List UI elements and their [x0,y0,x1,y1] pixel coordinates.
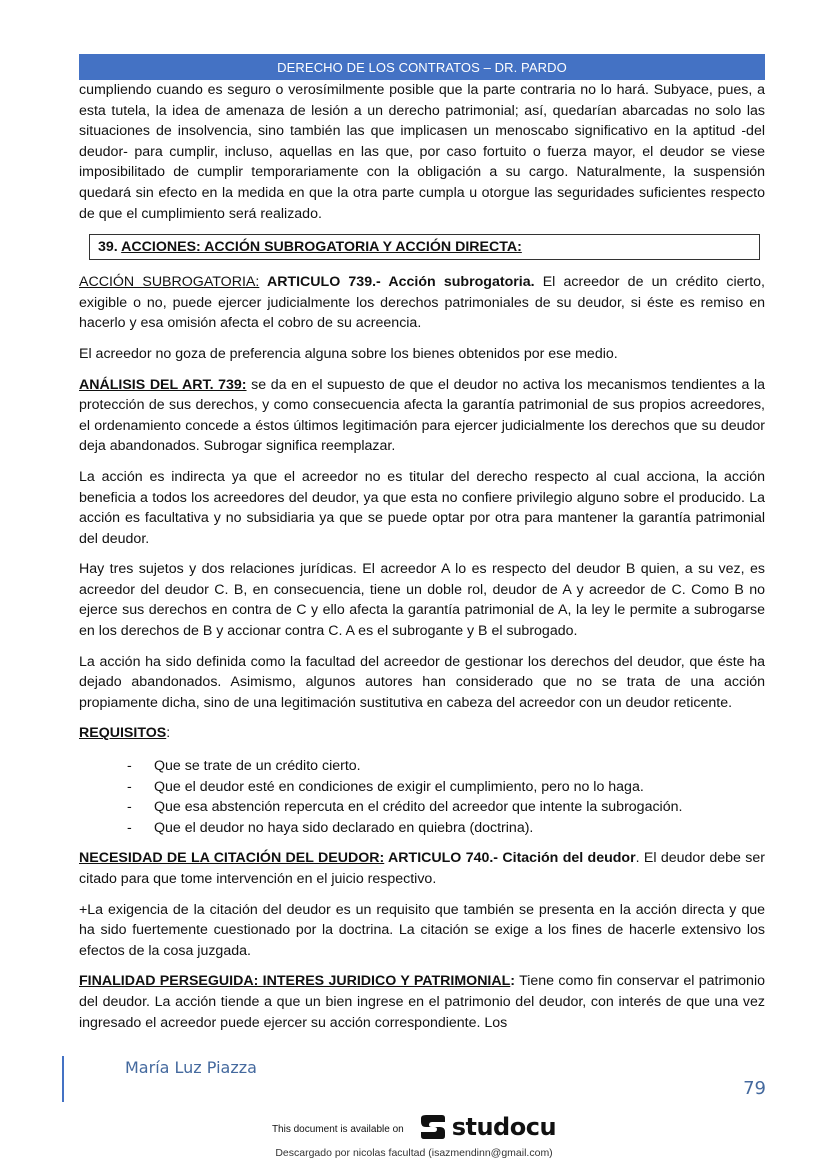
dash-bullet-icon: - [127,758,132,775]
analisis-paragraph [79,375,765,457]
citacion-paragraph [79,848,765,889]
dash-bullet-icon: - [127,778,132,795]
section-number: 39. [98,239,122,256]
requisitos-colon: : [166,725,171,742]
studocu-banner[interactable] [0,1110,828,1144]
list-item-text: Que el deudor no haya sido declarado en quiebra (doctrina). [154,819,534,836]
page-content [79,80,765,1043]
article-739-text: El acreedor de un crédito cierto, exigible o no, puede ejercer judicialmente los derechos patrimoniales de su deudor, si éste es remiso en hacerlo y esa omisión afecta el cobro de su acreencia. [79,274,765,332]
finalidad-label: FINALIDAD PERSEGUIDA: INTERES JURIDICO Y PATRIMONIAL [79,973,511,990]
finalidad-colon: : [510,973,516,990]
article-740-text: . El deudor debe ser citado para que tome intervención en el juicio respectivo. [79,850,765,887]
paragraph: La acción ha sido definida como la facultad del acreedor de gestionar los derechos del deudor, que éste ha dejado abandonados. Asimismo, algunos autores han considerado que no se trata de una acción propiamente dicha, sino de una legitimación sustitutiva en cabeza del acreedor con un deudor reticente. [79,653,765,711]
list-item-text: Que se trate de un crédito cierto. [154,758,361,775]
finalidad-paragraph [79,971,765,1033]
requisitos-label: REQUISITOS [79,725,167,742]
list-item-text: Que el deudor esté en condiciones de exigir el cumplimiento, pero no lo haga. [154,778,644,795]
studocu-logo[interactable] [418,1112,556,1142]
studocu-logo-text: studocu [451,1113,557,1141]
running-header [79,54,765,80]
accion-subrogatoria-label: ACCIÓN SUBROGATORIA: [79,274,260,291]
page-number: 79 [743,1078,766,1099]
downloaded-by-text: Descargado por nicolas facultad (isazmendinn@gmail.com) [275,1147,553,1159]
dash-bullet-icon: - [127,819,132,836]
paragraph: La acción es indirecta ya que el acreedor no es titular del derecho respecto al cual acciona, la acción beneficia a todos los acreedores del deudor, ya que esta no confiere privilegio alguno sobre el producido. La acción es facultativa y no subsidiaria ya que se puede optar por otra para mantener la garantía patrimonial del deudor. [79,468,765,547]
section-heading [89,234,760,260]
list-item-text: Que esa abstención repercuta en el crédito del acreedor que intente la subrogación. [154,799,683,816]
footer-margin-line [62,1056,64,1102]
preferencia-paragraph: El acreedor no goza de preferencia alguna sobre los bienes obtenidos por ese medio. [79,345,618,362]
list-item [127,818,765,839]
dash-bullet-icon: - [127,799,132,816]
accion-subrogatoria-paragraph [79,272,765,334]
section-title: ACCIONES: ACCIÓN SUBROGATORIA Y ACCIÓN DIRECTA: [121,239,522,256]
paragraph: Hay tres sujetos y dos relaciones jurídicas. El acreedor A lo es respecto del deudor B quien, a su vez, es acreedor del deudor C. B, en consecuencia, tiene un doble rol, deudor de A y acreedor de C. Como B no ejerce sus derechos en contra de C y ello afecta la garantía patrimonial de A, la ley le permite a subrogarse en los derechos de B y accionar contra C. A es el subrogante y B el subrogado. [79,561,765,640]
list-item [127,777,765,798]
article-740-title: ARTICULO 740.- Citación del deudor [384,850,636,867]
list-item [127,756,765,777]
requisitos-list [79,756,765,838]
list-item [127,797,765,818]
studocu-logo-icon [418,1112,448,1142]
article-739-title: ARTICULO 739.- Acción subrogatoria. [259,274,535,291]
header-title: DERECHO DE LOS CONTRATOS – DR. PARDO [277,59,567,75]
analisis-label: ANÁLISIS DEL ART. 739: [79,376,247,393]
finalidad-text: Tiene como fin conservar el patrimonio del deudor. La acción tiende a que un bien ingrese en el patrimonio del deudor, con interés de que una vez ingresado el acreedor puede ejercer su acción correspondiente. Los [79,973,765,1031]
intro-paragraph: cumpliendo cuando es seguro o verosímilmente posible que la parte contraria no lo hará. Subyace, pues, a esta tutela, la idea de amenaza de lesión a un derecho patrimonial; así, quedarían abarcadas no solo las situaciones de insolvencia, sino también las que implicasen un menoscabo significativo en la aptitud -del deudor- para cumplir, incluso, aquellas en las que, por caso fortuito o fuerza mayor, el deudor se viese imposibilitado de cumplir temporariamente con la obligación a su cargo. Naturalmente, la suspensión quedará sin efecto en la medida en que la otra parte cumpla u otorgue las seguridades suficientes respecto de que el cumplimiento será realizado. [79,82,765,222]
requisitos-heading [79,723,765,744]
analisis-text: se da en el supuesto de que el deudor no activa los mecanismos tendientes a la protección de sus derechos, y como consecuencia afecta la garantía patrimonial de sus propios acreedores, el ordenamiento concede a éstos últimos legitimación para ejercer judicialmente los derechos que su deudor deja abandonados. Subrogar significa reemplazar. [79,376,765,455]
exigencia-paragraph: +La exigencia de la citación del deudor es un requisito que también se presenta en la acción directa y que ha sido fuertemente cuestionado por la doctrina. La citación se exige a los fines de hacerle extensivo los efectos de la cosa juzgada. [79,901,765,959]
citacion-label: NECESIDAD DE LA CITACIÓN DEL DEUDOR: [79,850,385,867]
footer-author: María Luz Piazza [125,1058,257,1077]
available-on-text: This document is available on [271,1123,404,1135]
